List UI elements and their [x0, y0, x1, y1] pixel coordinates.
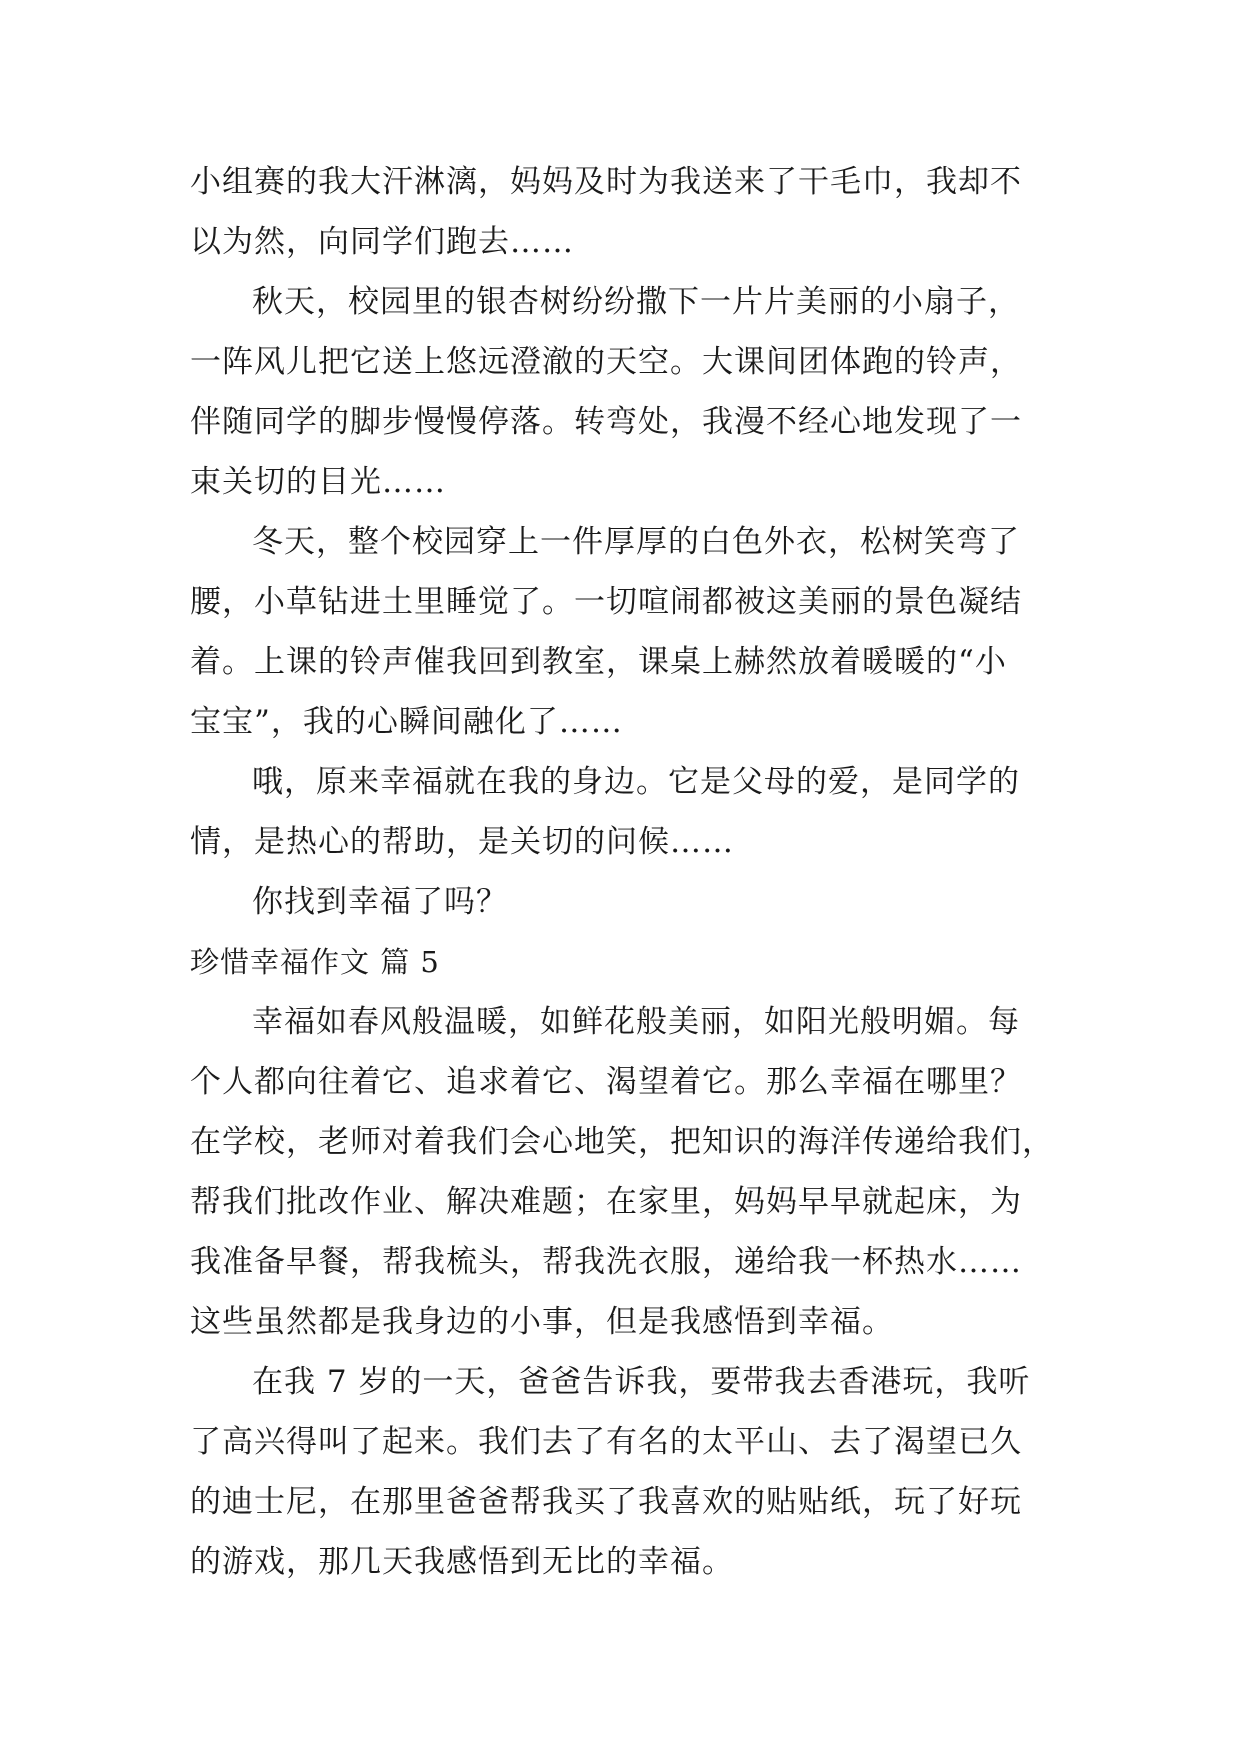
text-line: 帮我们批改作业、解决难题；在家里，妈妈早早就起床，为	[190, 1184, 1022, 1220]
section-heading: 珍惜幸福作文 篇 5	[190, 945, 440, 979]
text-line: 在学校，老师对着我们会心地笑，把知识的海洋传递给我们，	[190, 1124, 1054, 1160]
text-line: 哦，原来幸福就在我的身边。它是父母的爱，是同学的	[252, 764, 1020, 800]
text-line: 在我 7 岁的一天，爸爸告诉我，要带我去香港玩，我听	[252, 1364, 1031, 1400]
text-line: 你找到幸福了吗？	[252, 884, 508, 920]
text-line: 宝宝”，我的心瞬间融化了……	[190, 704, 623, 740]
text-line: 冬天，整个校园穿上一件厚厚的白色外衣，松树笑弯了	[252, 524, 1020, 560]
text-line: 着。上课的铃声催我回到教室，课桌上赫然放着暖暖的“小	[190, 644, 1007, 680]
text-line: 秋天，校园里的银杏树纷纷撒下一片片美丽的小扇子，	[252, 284, 1020, 320]
text-line: 伴随同学的脚步慢慢停落。转弯处，我漫不经心地发现了一	[190, 404, 1022, 440]
text-line: 束关切的目光……	[190, 464, 446, 500]
text-line: 了高兴得叫了起来。我们去了有名的太平山、去了渴望已久	[190, 1424, 1022, 1460]
text-line: 的游戏，那几天我感悟到无比的幸福。	[190, 1544, 734, 1580]
text-line: 幸福如春风般温暖，如鲜花般美丽，如阳光般明媚。每	[252, 1004, 1020, 1040]
text-line: 的迪士尼，在那里爸爸帮我买了我喜欢的贴贴纸，玩了好玩	[190, 1484, 1022, 1520]
text-line: 以为然，向同学们跑去……	[190, 224, 574, 260]
text-line: 小组赛的我大汗淋漓，妈妈及时为我送来了干毛巾，我却不	[190, 164, 1022, 200]
text-line: 这些虽然都是我身边的小事，但是我感悟到幸福。	[190, 1304, 894, 1340]
text-line: 个人都向往着它、追求着它、渴望着它。那么幸福在哪里？	[190, 1064, 1022, 1100]
text-line: 情，是热心的帮助，是关切的问候……	[190, 824, 734, 860]
text-line: 一阵风儿把它送上悠远澄澈的天空。大课间团体跑的铃声，	[190, 344, 1022, 380]
document-page	[190, 152, 1060, 1592]
text-line: 腰，小草钻进土里睡觉了。一切喧闹都被这美丽的景色凝结	[190, 584, 1022, 620]
text-line: 我准备早餐，帮我梳头，帮我洗衣服，递给我一杯热水……	[190, 1244, 1022, 1280]
